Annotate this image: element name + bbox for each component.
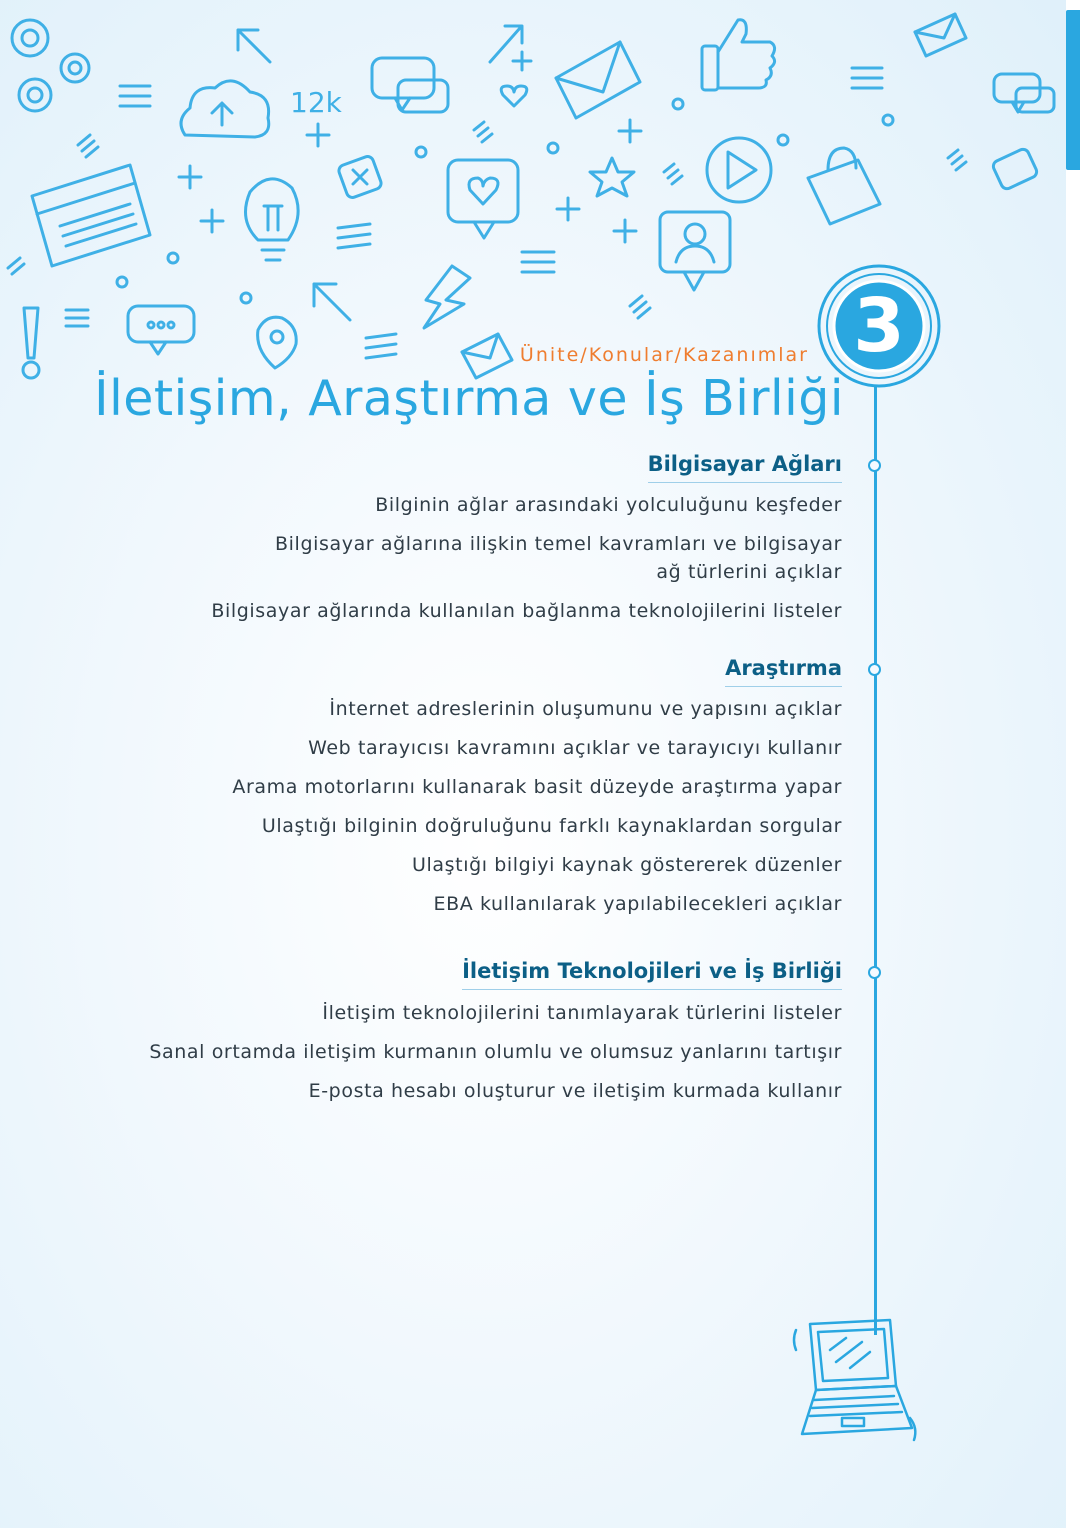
section-heading: İletişim Teknolojileri ve İş Birliği [462,959,842,990]
outcome-item: Ulaştığı bilginin doğruluğunu farklı kaynaklardan sorgular [261,815,842,837]
plus-icon [557,198,579,220]
star-icon [590,158,634,196]
gear-icon [12,20,89,111]
close-box-icon [337,155,382,199]
outcome-item: Arama motorlarını kullanarak basit düzeyde araştırma yapar [232,776,842,798]
heart-icon [501,86,527,106]
unit-label: Ünite/Konular/Kazanımlar [519,344,809,366]
envelope-icon [915,14,966,56]
outcome-item: ağ türlerini açıklar [656,561,842,583]
page-edge-strip [1066,0,1080,1528]
share-arrow-icon [490,26,531,70]
outcome-item: Ulaştığı bilgiyi kaynak göstererek düzenler [412,854,842,876]
list-lines-icon [66,310,88,326]
lightning-icon [424,266,470,328]
doodle-count-text: 12k [290,86,342,119]
hatch-icon [630,296,650,318]
heart-message-icon [448,160,518,238]
list-lines-icon [338,224,370,248]
hatch-icon [948,150,966,170]
video-chat-icon [991,147,1038,190]
dot-icon [673,99,683,109]
outcome-item: İnternet adreslerinin oluşumunu ve yapısını açıklar [329,698,842,720]
scrollbar-thumb[interactable] [1066,10,1080,170]
timeline-node [868,663,881,676]
browser-window-icon [32,165,150,266]
timeline-node [868,459,881,472]
dot-icon [416,147,426,157]
user-profile-icon [660,212,730,290]
envelope-icon [556,42,640,118]
list-lines-icon [522,252,554,272]
chat-bubble-icon [994,74,1054,112]
outcome-item: Sanal ortamda iletişim kurmanın olumlu ve olumsuz yanlarını tartışır [149,1041,842,1063]
outcome-item: Bilgisayar ağlarında kullanılan bağlanma teknolojilerini listeler [211,600,842,622]
dot-icon [168,253,178,263]
unit-number: 3 [853,283,905,369]
dot-icon [548,143,558,153]
laptop-icon [790,1310,920,1450]
outcome-item: EBA kullanılarak yapılabilecekleri açıklar [433,893,842,915]
timeline-line [874,385,877,1335]
shopping-bag-icon [808,148,880,224]
list-lines-icon [120,86,150,106]
chat-bubble-icon [372,58,448,112]
cloud-upload-icon [181,81,269,137]
outcome-item: Web tarayıcısı kavramını açıklar ve tarayıcıyı kullanır [308,737,842,759]
dot-icon [778,135,788,145]
cursor-arrow-icon [238,30,270,62]
plus-icon [201,210,223,232]
plus-icon [179,166,201,188]
hatch-icon [78,135,98,157]
play-icon [707,138,771,202]
hatch-icon [474,122,492,142]
section-heading: Araştırma [725,656,842,687]
dot-icon [883,115,893,125]
hatch-icon [664,164,682,184]
list-lines-icon [366,334,396,358]
hatch-icon [8,258,24,274]
location-pin-icon [258,317,297,368]
plus-icon [619,120,641,142]
outcome-item: Bilgisayar ağlarına ilişkin temel kavramları ve bilgisayar [275,533,842,555]
section-heading: Bilgisayar Ağları [648,452,842,483]
thumbs-up-icon [702,20,775,90]
outcome-item: İletişim teknolojilerini tanımlayarak türlerini listeler [322,1002,842,1024]
outcome-item: E-posta hesabı oluşturur ve iletişim kurmada kullanır [308,1080,842,1102]
lightbulb-icon [246,179,299,260]
plus-icon [614,220,636,242]
exclamation-icon [23,308,39,378]
cursor-arrow-icon [314,284,350,320]
outcome-item: Bilginin ağlar arasındaki yolculuğunu keşfeder [375,494,842,516]
message-dots-icon [128,306,194,354]
dot-icon [117,277,127,287]
plus-icon [307,124,329,146]
timeline-node [868,966,881,979]
page-title: İletişim, Araştırma ve İş Birliği [94,370,844,427]
list-lines-icon [852,68,882,88]
dot-icon [241,293,251,303]
